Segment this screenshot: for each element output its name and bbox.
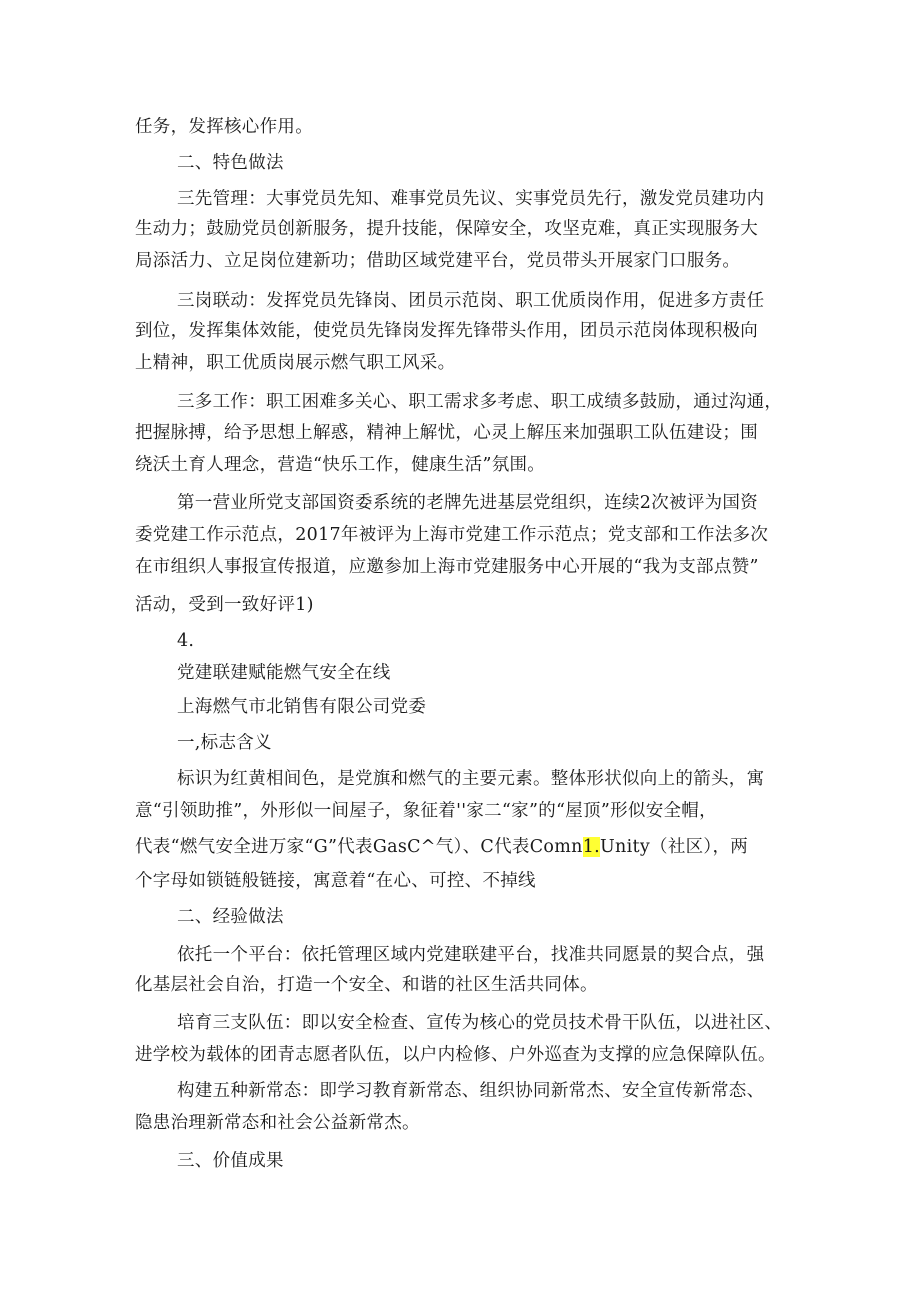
paragraph-line: 标识为红黄相间色，是党旗和燃气的主要元素。整体形状似向上的箭头，寓: [177, 769, 765, 789]
paragraph-line: 化基层社会自治，打造一个安全、和谐的社区生活共同体。: [135, 975, 598, 995]
paragraph-line: 意“引领助推”，外形似一间屋子，象征着''家二“家”的“屋顶”形似安全帽，: [135, 801, 717, 821]
paragraph-line: 局添活力、立足岗位建新功；借助区域党建平台，党员带头开展家门口服务。: [135, 251, 741, 271]
highlighted-text: 1.: [582, 837, 600, 857]
article-title: 党建联建赋能燃气安全在线: [177, 663, 391, 683]
paragraph-line: 委党建工作示范点，2017年被评为上海市党建工作示范点；党支部和工作法多次: [135, 525, 769, 545]
paragraph-line: [0, 836, 920, 858]
line-text: Unity（社区），两: [600, 837, 749, 857]
paragraph-line: 个字母如锁链般链接，寓意着“在心、可控、不掉线: [135, 871, 536, 891]
section-heading: 二、特色做法: [177, 153, 284, 173]
paragraph-line: 上精神，职工优质岗展示燃气职工风采。: [135, 353, 456, 373]
paragraph-line: 到位，发挥集体效能，使党员先锋岗发挥先锋带头作用，团员示范岗体现积极向: [135, 321, 758, 341]
paragraph-line: 第一营业所党支部国资委系统的老牌先进基层党组织，连续2次被评为国资: [177, 493, 759, 513]
line-text: 代表“燃气安全进万家“G”代表GasC^气）、C代表Comn: [135, 837, 583, 857]
paragraph-line: 三多工作：职工困难多关心、职工需求多考虑、职工成绩多鼓励，通过沟通，: [177, 392, 783, 412]
paragraph-line: 进学校为载体的团青志愿者队伍，以户内检修、户外巡查为支撑的应急保障队伍。: [135, 1045, 776, 1065]
section-heading: 三、价值成果: [177, 1151, 284, 1171]
section-heading: 二、经验做法: [177, 907, 284, 927]
paragraph-line: 三岗联动：发挥党员先锋岗、团员示范岗、职工优质岗作用，促进多方责任: [177, 291, 765, 311]
paragraph-line: 任务，发挥核心作用。: [135, 117, 313, 137]
paragraph-line: 在市组织人事报宣传报道，应邀参加上海市党建服务中心开展的“我为支部点赞”: [135, 557, 759, 577]
article-author: 上海燃气市北销售有限公司党委: [177, 697, 427, 717]
paragraph-line: 三先管理：大事党员先知、难事党员先议、实事党员先行，激发党员建功内: [177, 189, 765, 209]
list-number: 4.: [177, 631, 195, 651]
paragraph-line: 隐患治理新常态和社会公益新常杰。: [135, 1113, 420, 1133]
paragraph-line: 依托一个平台：依托管理区域内党建联建平台，找准共同愿景的契合点，强: [177, 945, 765, 965]
section-heading: 一,标志含义: [177, 733, 272, 753]
paragraph-line: 活动，受到一致好评1): [135, 595, 314, 615]
paragraph-line: 生动力；鼓励党员创新服务，提升技能，保障安全，攻坚克难，真正实现服务大: [135, 219, 758, 239]
paragraph-line: 培育三支队伍：即以安全检查、宣传为核心的党员技术骨干队伍，以进社区、: [177, 1013, 783, 1033]
paragraph-line: 构建五种新常态：即学习教育新常态、组织协同新常杰、安全宣传新常态、: [177, 1081, 765, 1101]
paragraph-line: 把握脉搏，给予思想上解惑，精神上解忧，心灵上解压来加强职工队伍建设；围: [135, 423, 758, 443]
paragraph-line: 绕沃土育人理念，营造“快乐工作，健康生活”氛围。: [135, 455, 546, 475]
